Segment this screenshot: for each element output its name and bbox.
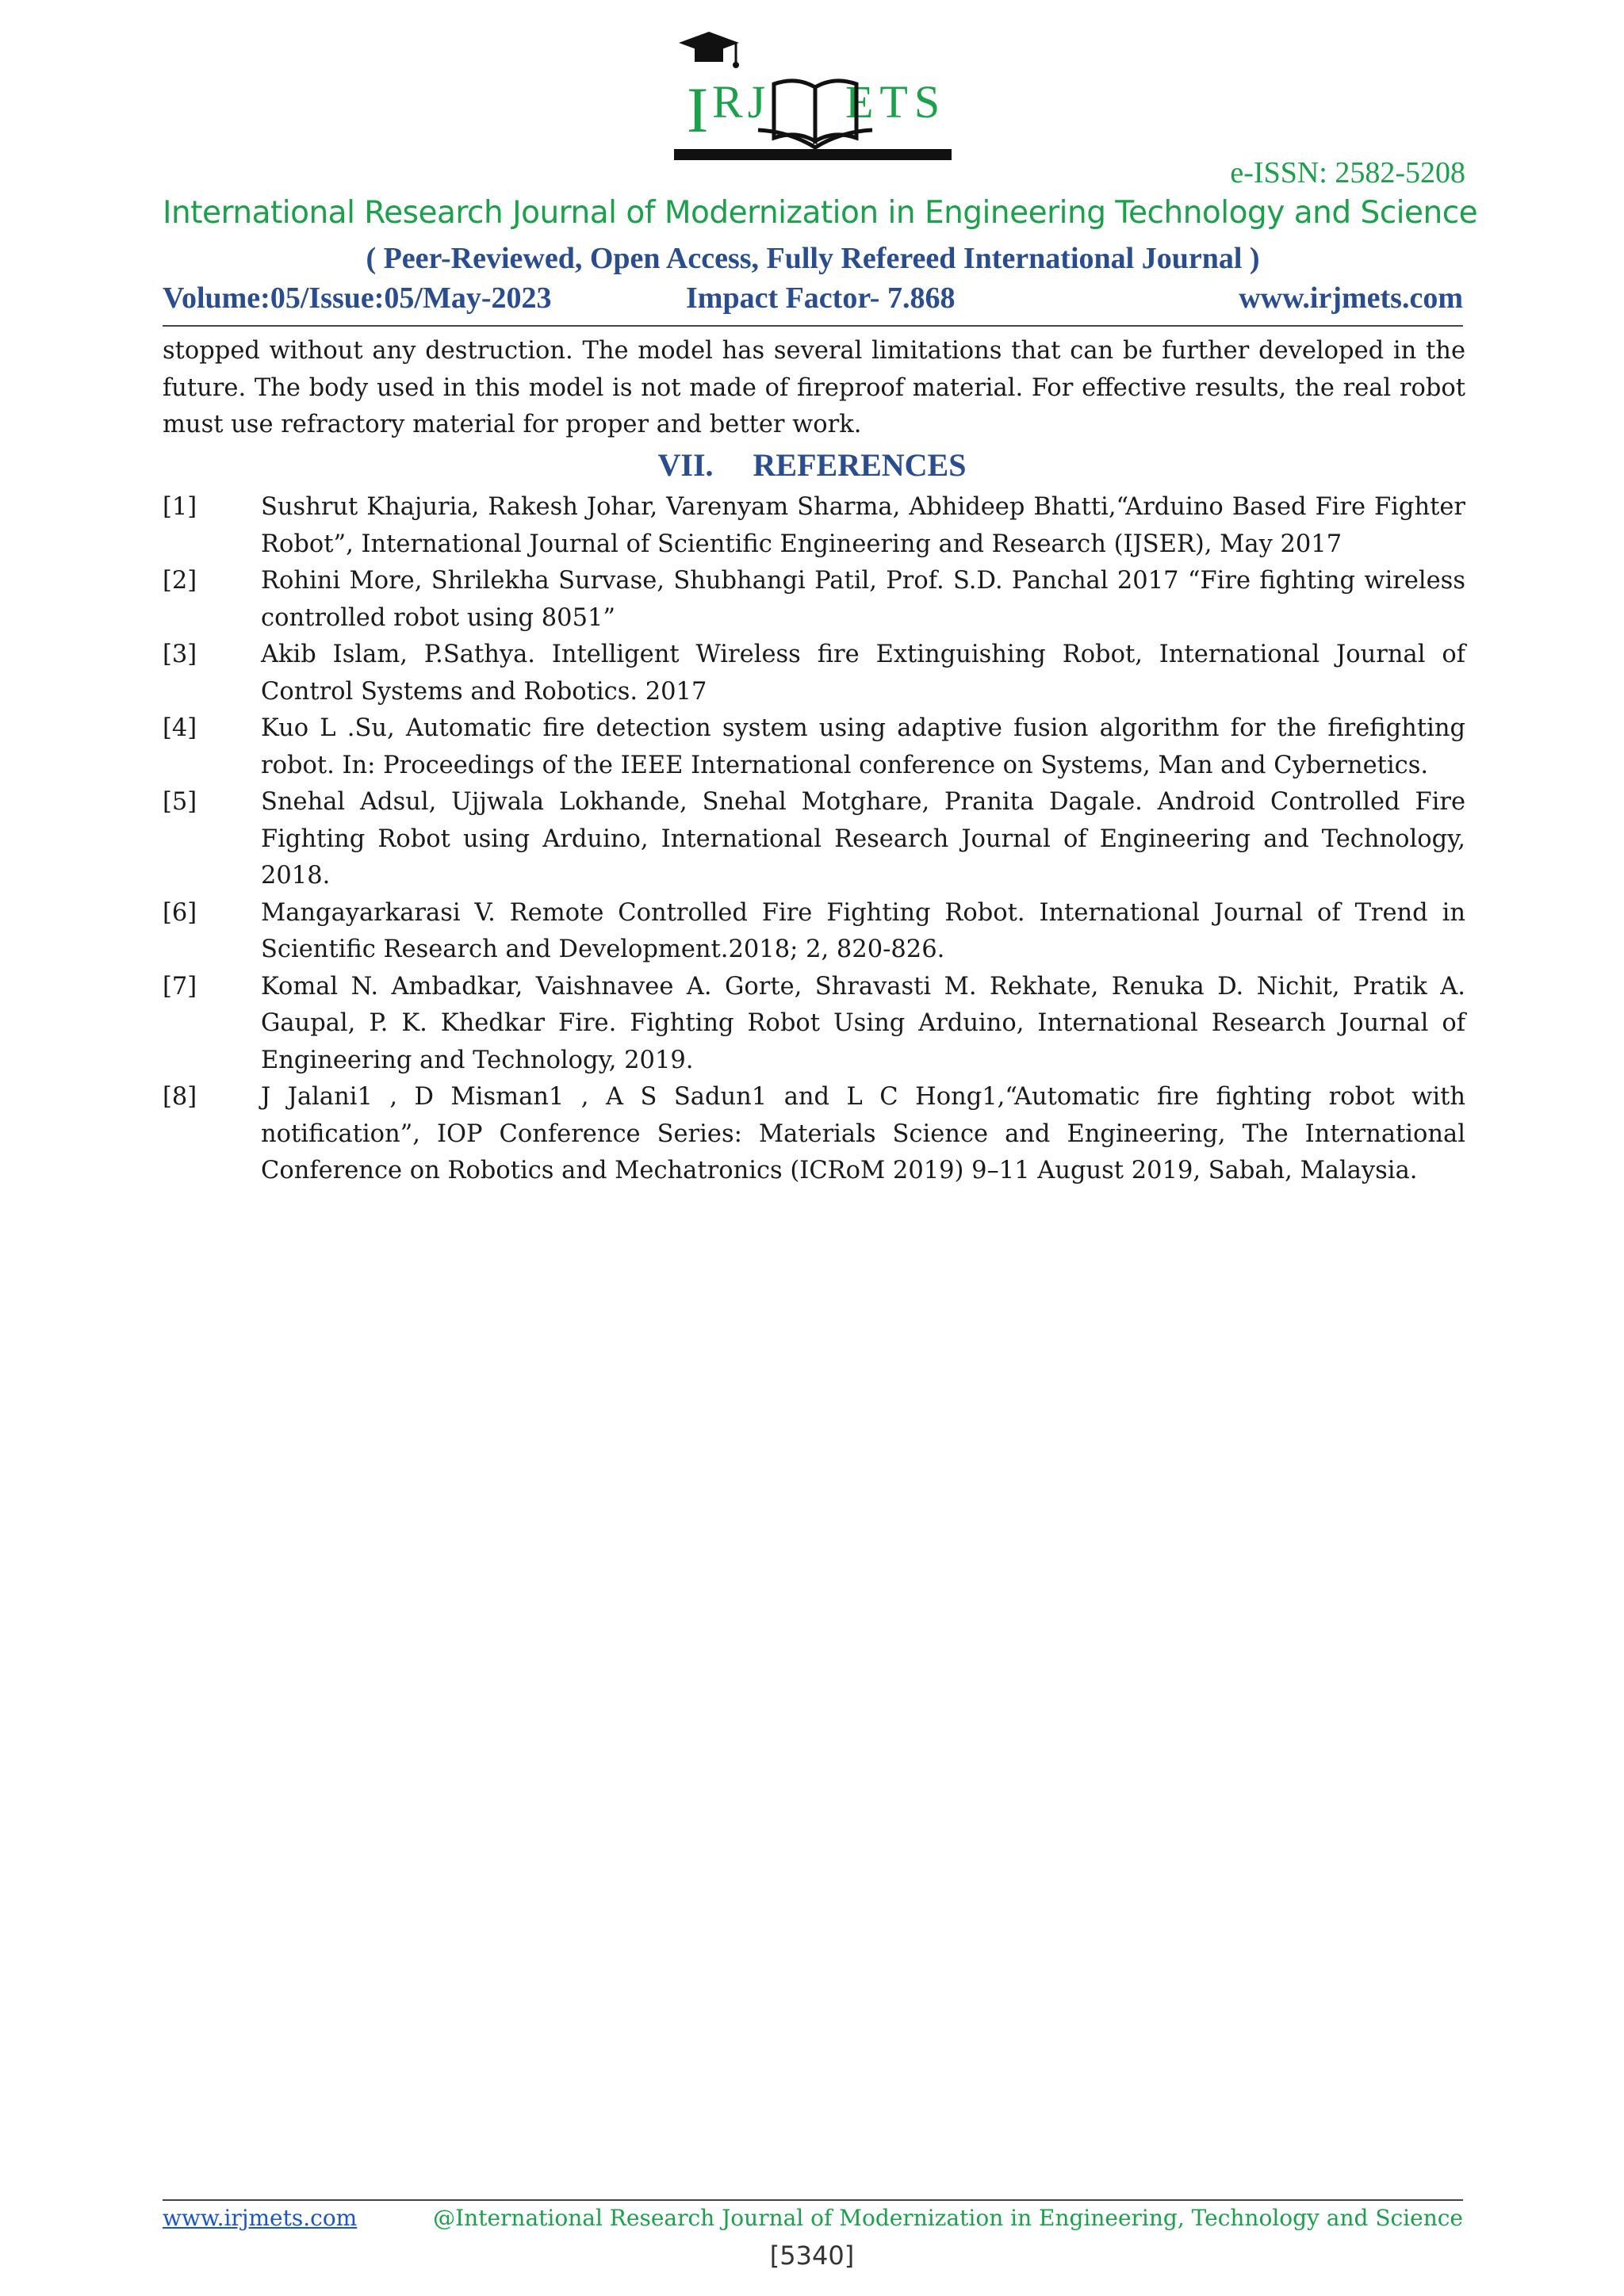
reference-text: J Jalani1 , D Misman1 , A S Sadun1 and L C Hong1,“Automatic fire fighting robot with notification”, IOP Conference Series: Materials Science and Engineering, The International Conference on Robotics and Mechatronics (ICRoM 2019) 9–11 August 2019, Sabah, Malaysia. xyxy=(261,1083,1465,1184)
intro-paragraph: stopped without any destruction. The model has several limitations that can be further developed in the future. The body used in this model is not made of fireproof material. For effective results, the real robot must use refractory material for proper and better work. xyxy=(163,337,1465,438)
svg-text:ETS: ETS xyxy=(845,76,947,128)
reference-item xyxy=(163,489,1465,563)
reference-text: Kuo L .Su, Automatic fire detection system using adaptive fusion algorithm for the firefighting robot. In: Proceedings of the IEEE International conference on Systems, Man and Cybernetics. xyxy=(261,714,1465,779)
reference-number: [8] xyxy=(163,1083,197,1111)
section-title: REFERENCES xyxy=(753,447,967,483)
reference-item xyxy=(163,969,1465,1080)
reference-item xyxy=(163,710,1465,784)
reference-item xyxy=(163,784,1465,895)
reference-item xyxy=(163,563,1465,637)
svg-text:RJ: RJ xyxy=(712,76,771,128)
reference-item xyxy=(163,637,1465,710)
reference-text: Mangayarkarasi V. Remote Controlled Fire Fighting Robot. International Journal of Trend in Scientific Research and Development.2018; 2, 820-826. xyxy=(261,898,1465,963)
footer-website-link[interactable]: www.irjmets.com xyxy=(163,2205,358,2231)
page-number: [5340] xyxy=(769,2241,855,2271)
reference-item xyxy=(163,1079,1465,1190)
reference-number: [2] xyxy=(163,567,197,595)
section-number: VII. xyxy=(657,447,714,483)
section-heading xyxy=(0,446,1624,484)
footer-copyright: @International Research Journal of Modernization in Engineering, Technology and Science xyxy=(433,2205,1463,2231)
journal-logo xyxy=(663,29,964,170)
reference-item xyxy=(163,895,1465,969)
journal-title: International Research Journal of Modernization in Engineering Technology and Science xyxy=(163,195,1478,231)
reference-number: [5] xyxy=(163,788,197,816)
svg-text:I: I xyxy=(687,74,709,146)
reference-number: [7] xyxy=(163,972,197,1001)
reference-number: [6] xyxy=(163,898,197,927)
header-divider xyxy=(163,325,1463,327)
reference-text: Sushrut Khajuria, Rakesh Johar, Varenyam Sharma, Abhideep Bhatti,“Arduino Based Fire Fighter Robot”, International Journal of Scientific Engineering and Research (IJSER), May 2017 xyxy=(261,493,1465,558)
reference-text: Snehal Adsul, Ujjwala Lokhande, Snehal Motghare, Pranita Dagale. Android Controlled Fire Fighting Robot using Arduino, International Research Journal of Engineering and Technology, 2018. xyxy=(261,788,1465,890)
peer-review-line: ( Peer-Reviewed, Open Access, Fully Refereed International Journal ) xyxy=(366,242,1260,275)
volume-issue: Volume:05/Issue:05/May-2023 xyxy=(163,281,552,315)
reference-number: [3] xyxy=(163,641,197,668)
issn: e-ISSN: 2582-5208 xyxy=(1230,156,1465,189)
footer-divider xyxy=(163,2199,1463,2201)
reference-text: Komal N. Ambadkar, Vaishnavee A. Gorte, Shravasti M. Rekhate, Renuka D. Nichit, Pratik A. Gaupal, P. K. Khedkar Fire. Fighting Robot Using Arduino, International Research Journal of Engineering and Technology, 2019. xyxy=(261,972,1465,1074)
header-website-link[interactable]: www.irjmets.com xyxy=(1239,281,1463,315)
reference-number: [1] xyxy=(163,493,197,521)
reference-text: Akib Islam, P.Sathya. Intelligent Wireless fire Extinguishing Robot, International Journal of Control Systems and Robotics. 2017 xyxy=(261,641,1465,706)
impact-factor: Impact Factor- 7.868 xyxy=(686,281,956,315)
reference-text: Rohini More, Shrilekha Survase, Shubhangi Patil, Prof. S.D. Panchal 2017 “Fire fighting wireless controlled robot using 8051” xyxy=(261,567,1465,632)
reference-number: [4] xyxy=(163,714,197,742)
reference-list xyxy=(163,489,1465,1190)
